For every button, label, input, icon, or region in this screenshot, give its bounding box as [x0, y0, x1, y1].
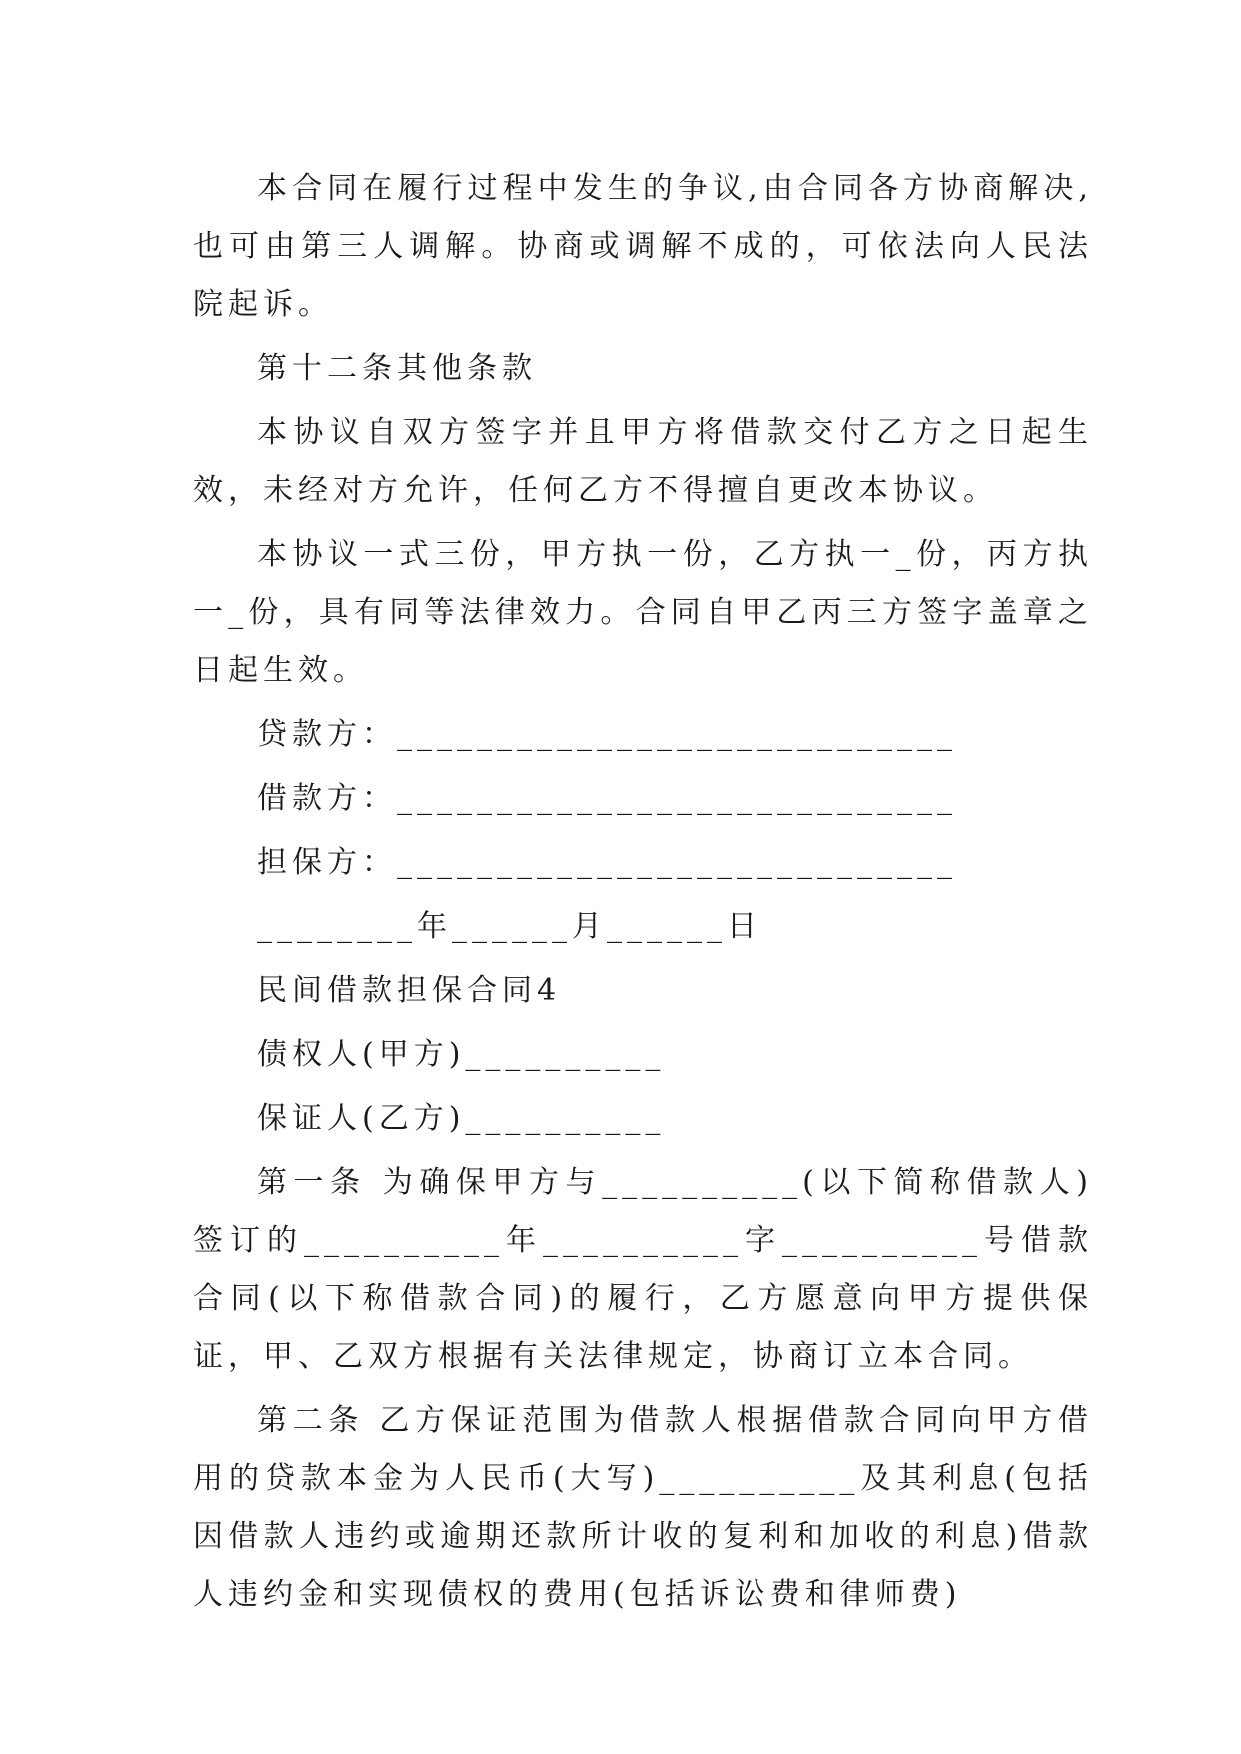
guarantor-line: 保证人(乙方)__________ [257, 1101, 666, 1136]
paragraph-copies: 本协议一式三份，甲方执一份，乙方执一_份，丙方执一_份，具有同等法律效力。合同自甲乙丙三方签字盖章之日起生效。 [193, 537, 1093, 688]
article-1-paragraph: 第一条 为确保甲方与__________(以下简称借款人)签订的__________年__________字__________号借款合同(以下称借款合同)的履行，乙方愿意向甲方提供保证，甲、乙双方根据有关法律规定，协商订立本合同。 [193, 1165, 1093, 1374]
article-2-paragraph: 第二条 乙方保证范围为借款人根据借款合同向甲方借用的贷款本金为人民币(大写)__________及其利息(包括因借款人违约或逾期还款所计收的复利和加收的利息)借款人违约金和实现债权的费用(包括诉讼费和律师费) [193, 1403, 1093, 1612]
article-12-heading: 第十二条其他条款 [257, 351, 537, 386]
borrower-signature-line: 借款方：____________________________ [257, 781, 957, 816]
lender-signature-line: 贷款方：____________________________ [257, 717, 957, 752]
guarantor-signature-line: 担保方：____________________________ [257, 845, 957, 880]
date-line: ________年______月______日 [257, 909, 762, 944]
document-page [193, 160, 1093, 1630]
creditor-line: 债权人(甲方)__________ [257, 1037, 666, 1072]
paragraph-effective-date: 本协议自双方签字并且甲方将借款交付乙方之日起生效，未经对方允许，任何乙方不得擅自更改本协议。 [193, 415, 1093, 508]
contract-4-title: 民间借款担保合同4 [257, 973, 562, 1008]
paragraph-dispute-resolution: 本合同在履行过程中发生的争议,由合同各方协商解决,也可由第三人调解。协商或调解不成的，可依法向人民法院起诉。 [193, 171, 1093, 322]
